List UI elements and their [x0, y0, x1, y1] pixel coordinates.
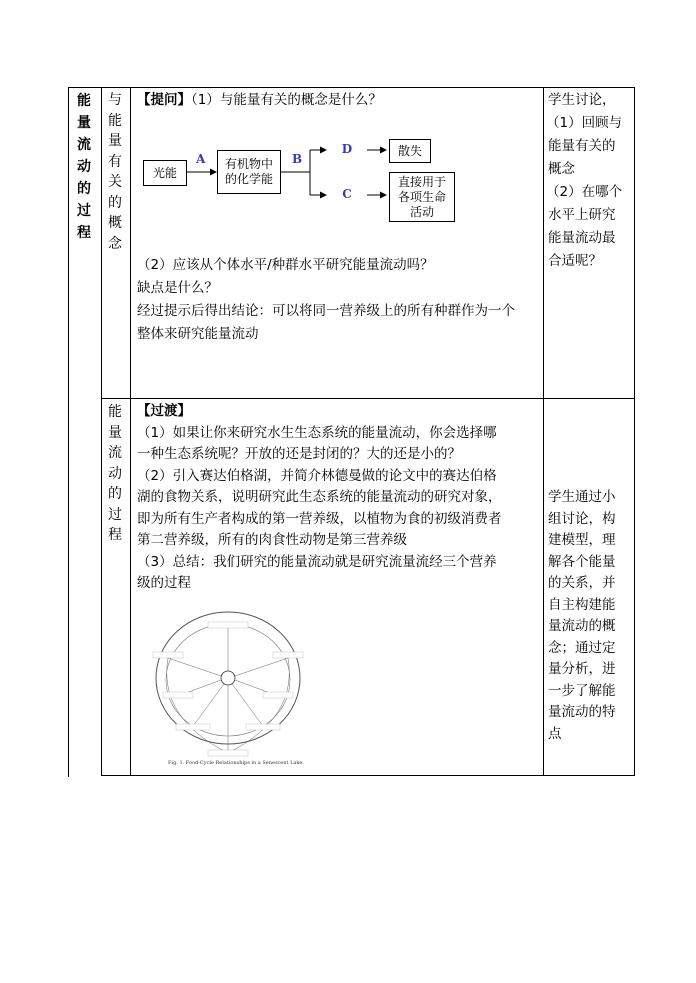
row-divider [101, 398, 635, 399]
subsection-1-vertical: 与 能 量 有 关 的 概 念 [108, 92, 122, 252]
student-activity-1: 学生讨论， （1）回顾与 能量有关的 概念 （2）在哪个 水平上研究 能量流动最 合适呢？ [546, 92, 623, 269]
question-tag: 【提问】 [137, 92, 191, 108]
question-2-text: （2）应该从个体水平/种群水平研究能量流动吗？ 缺点是什么？ 经过提示后得出结论：可以将同一营养级上的所有种群作为一个 整体来研究能量流动 [137, 257, 515, 342]
arrow-b-label: B [292, 152, 303, 166]
subsection-2-vertical: 能 量 流 动 的 过 程 [108, 404, 122, 543]
organic-chemical-energy-box: 有机物中 的化学能 [217, 150, 281, 194]
transition-tag: 【过渡】 [137, 403, 191, 419]
table-left-border [68, 87, 69, 777]
section-title-vertical: 能 量 流 动 的 过 程 [77, 93, 91, 241]
col-divider-3 [543, 87, 544, 776]
question-heading [137, 89, 537, 112]
table-top-border [68, 87, 635, 88]
student-activity-2: 学生通过小 组讨论，构 建模型，理 解各个能量 的关系，并 自主构建能 量流动的概 念；通过定 量分析，进 一步了解能 量流动的特 点 [548, 489, 616, 742]
figure-caption: Fig. 1. Food-Cycle Relationships in a Senescent Lake. [168, 760, 304, 766]
c-box: C [327, 183, 367, 205]
question-text: （1）与能量有关的概念是什么？ [191, 92, 382, 108]
table-right-border [634, 87, 635, 776]
dissipate-box: 散失 [389, 139, 431, 163]
light-energy-box: 光能 [143, 160, 187, 186]
food-cycle-figure [148, 608, 308, 768]
arrow-a-label: A [196, 152, 206, 166]
table-bottom-border [101, 775, 635, 776]
d-box: D [327, 138, 367, 160]
col-divider-1 [101, 87, 102, 776]
transition-text: 【过渡】 （1）如果让你来研究水生生态系统的能量流动，你会选择哪 一种生态系统呢？开放的还是封闭的？大的还是小的？ （2）引入赛达伯格湖，并简介林德曼做的论文中的赛达伯格 湖的食物关系，说明研究此生态系统的能量流动的研究对象， 即为所有生产者构成的第一营养级，以植物为食的初级消费者 第二营养级，所有的肉食性动物是第三营养级 （3）总结：我们研究的能量流动就是研究流量流经三个营养 级的过程 [137, 401, 542, 595]
direct-use-box: 直接用于 各项生命 活动 [389, 172, 455, 222]
